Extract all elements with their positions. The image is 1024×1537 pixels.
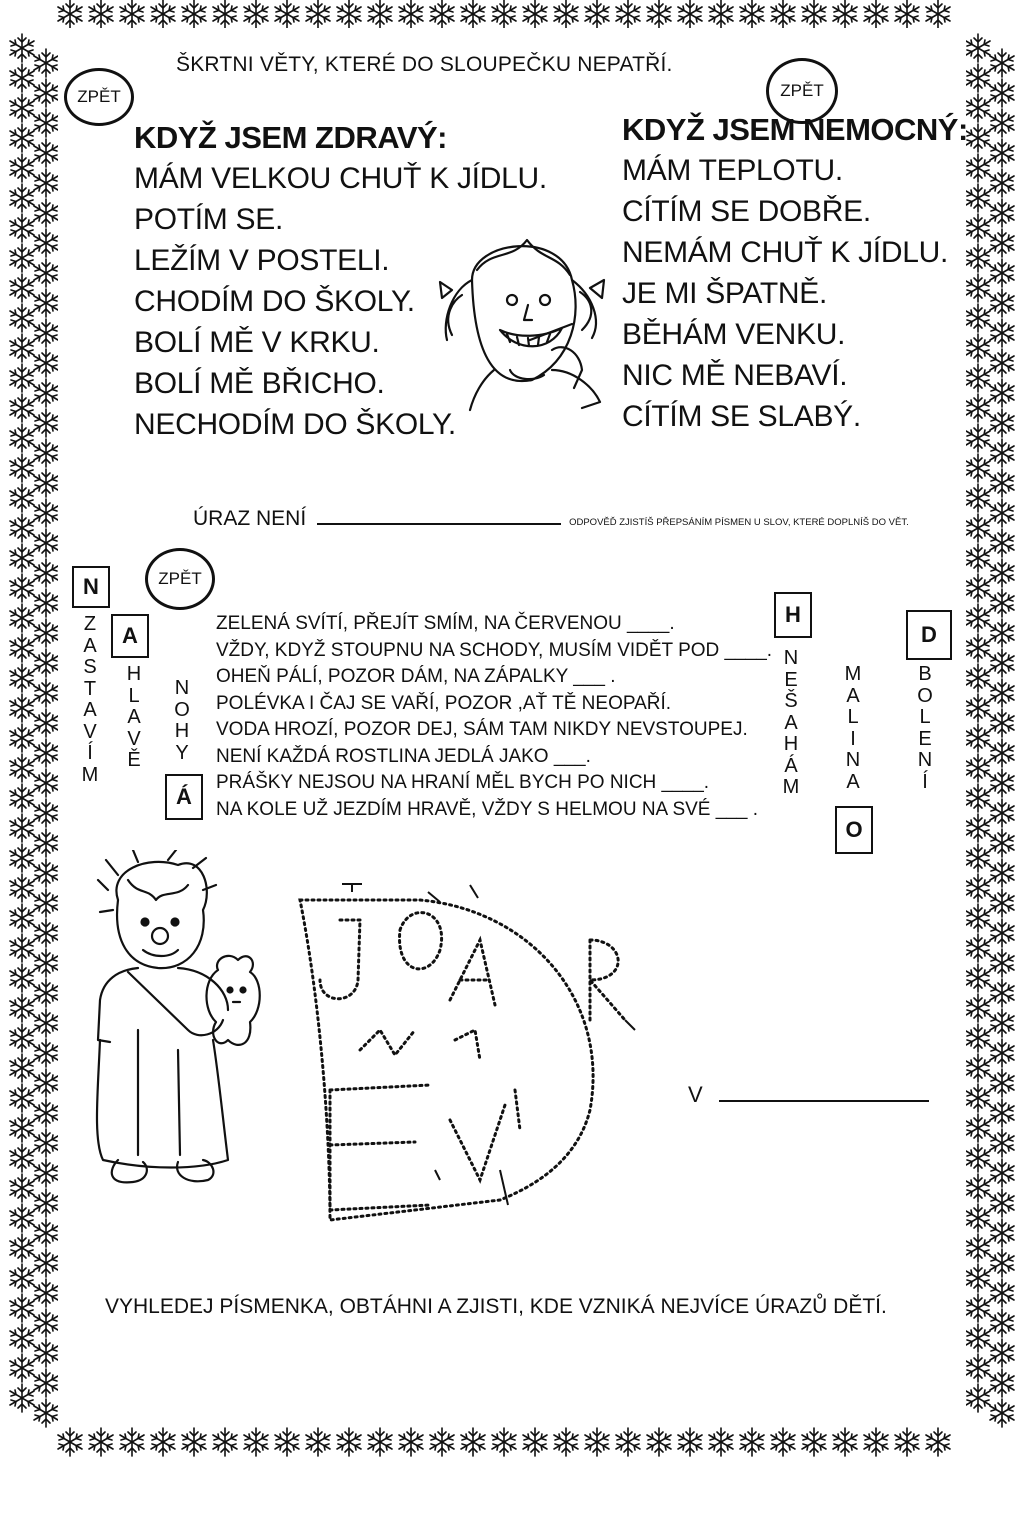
vertical-letter: Z — [83, 613, 97, 635]
sentence: NENÍ KAŽDÁ ROSTLINA JEDLÁ JAKO ___. — [216, 745, 591, 767]
answer-field[interactable] — [719, 1100, 929, 1102]
vertical-word-boleni — [913, 664, 937, 793]
vertical-letter: S — [83, 656, 97, 678]
healthy-item[interactable]: MÁM VELKOU CHUŤ K JÍDLU. — [134, 162, 547, 195]
healthy-item[interactable]: NECHODÍM DO ŠKOLY. — [134, 408, 456, 441]
sick-item[interactable]: CÍTÍM SE SLABÝ. — [622, 400, 861, 433]
healthy-item[interactable]: POTÍM SE. — [134, 203, 283, 236]
vertical-letter: Š — [784, 690, 798, 712]
sentence: VODA HROZÍ, POZOR DEJ, SÁM TAM NIKDY NEVSTOUPEJ. — [216, 719, 748, 740]
back-button-middle[interactable]: ZPĚT — [145, 548, 215, 610]
letter-box-nohy: Á — [165, 774, 203, 820]
vertical-letter: M — [782, 776, 800, 798]
vertical-letter: V — [83, 720, 97, 743]
sentence: VŽDY, KDYŽ STOUPNU NA SCHODY, MUSÍM VIDĚT POD ____. — [216, 639, 773, 661]
vertical-letter: H — [783, 733, 799, 755]
vertical-letter: O — [917, 684, 933, 707]
vertical-letter: H — [174, 720, 190, 742]
vertical-letter: Í — [922, 770, 928, 793]
vertical-letter: L — [128, 684, 140, 707]
sick-column — [622, 112, 968, 437]
injury-label: ÚRAZ NENÍ — [193, 507, 307, 530]
vertical-letter: O — [174, 698, 190, 721]
letter-box-boleni: D — [906, 610, 952, 660]
dotted-letter-puzzle — [290, 880, 650, 1240]
vertical-letter: E — [784, 668, 798, 691]
bottom-instruction: VYHLEDEJ PÍSMENKA, OBTÁHNI A ZJISTI, KDE VZNIKÁ NEJVÍCE ÚRAZŮ DĚTÍ. — [105, 1295, 887, 1318]
vertical-letter: Í — [87, 742, 93, 764]
vertical-word-nesaham — [779, 648, 803, 799]
vertical-letter: E — [918, 727, 932, 750]
vertical-letter: A — [784, 711, 798, 734]
vertical-letter: V — [127, 727, 141, 750]
vertical-letter: Y — [175, 741, 189, 764]
sick-item[interactable]: JE MI ŠPATNĚ. — [622, 277, 828, 310]
vertical-letter: H — [126, 663, 142, 685]
vertical-letter: M — [81, 763, 99, 786]
sentence: POLÉVKA I ČAJ SE VAŘÍ, POZOR ,AŤ TĚ NEOPAŘÍ. — [216, 692, 672, 714]
answer-prefix: V — [688, 1082, 703, 1107]
sick-item[interactable]: MÁM TEPLOTU. — [622, 154, 843, 187]
sentence: PRÁŠKY NEJSOU NA HRANÍ MĚL BYCH PO NICH ____. — [216, 772, 710, 793]
sick-item[interactable]: NIC MĚ NEBAVÍ. — [622, 359, 848, 392]
letter-box-malina: O — [835, 806, 873, 854]
vertical-word-malina — [841, 664, 865, 793]
back-button-right[interactable]: ZPĚT — [766, 58, 838, 124]
injury-hint: ODPOVĚĎ ZJISTÍŠ PŘEPSÁNÍM PÍSMEN U SLOV, KTERÉ DOPLNÍŠ DO VĚT. — [569, 517, 909, 528]
vertical-letter: N — [917, 749, 933, 771]
back-button-left[interactable]: ZPĚT — [64, 68, 134, 126]
injured-boy-illustration — [78, 850, 278, 1190]
sentence: OHEŇ PÁLÍ, POZOR DÁM, NA ZÁPALKY ___ . — [216, 666, 616, 687]
vertical-letter: I — [850, 727, 856, 750]
healthy-item[interactable]: BOLÍ MĚ BŘICHO. — [134, 367, 385, 400]
top-instruction: ŠKRTNI VĚTY, KTERÉ DO SLOUPEČKU NEPATŘÍ. — [176, 53, 673, 76]
vertical-letter: A — [83, 699, 97, 721]
vertical-letter: B — [918, 663, 932, 685]
vertical-letter: M — [844, 663, 862, 685]
vertical-letter: A — [846, 770, 860, 793]
vertical-letter: A — [846, 684, 860, 707]
injury-line — [193, 507, 909, 531]
vertical-letter: L — [847, 706, 859, 728]
healthy-item[interactable]: BOLÍ MĚ V KRKU. — [134, 326, 380, 359]
sentence: ZELENÁ SVÍTÍ, PŘEJÍT SMÍM, NA ČERVENOU ____. — [216, 613, 675, 634]
sick-item[interactable]: BĚHÁM VENKU. — [622, 318, 846, 351]
letter-box-hlave: A — [111, 614, 149, 658]
sick-item[interactable]: CÍTÍM SE DOBŘE. — [622, 195, 871, 228]
vertical-letter: A — [127, 706, 141, 728]
vertical-letter: L — [919, 706, 931, 728]
vertical-word-hlave — [122, 664, 146, 772]
healthy-heading: KDYŽ JSEM ZDRAVÝ: — [134, 120, 448, 155]
sick-girl-illustration — [432, 220, 612, 430]
vertical-letter: N — [783, 647, 799, 669]
sentence: NA KOLE UŽ JEZDÍM HRAVĚ, VŽDY S HELMOU NA SVÉ ___ . — [216, 798, 759, 820]
vertical-letter: Á — [784, 754, 798, 777]
vertical-word-nohy — [170, 678, 194, 764]
letter-box-nesaham: H — [774, 592, 812, 638]
answer-line — [688, 1082, 929, 1108]
injury-answer-field[interactable] — [317, 523, 561, 525]
vertical-letter: N — [174, 677, 190, 699]
vertical-letter: A — [83, 634, 97, 657]
vertical-letter: N — [845, 749, 861, 771]
letter-box-zastavim: N — [72, 566, 110, 608]
healthy-item[interactable]: LEŽÍM V POSTELI. — [134, 244, 390, 277]
sick-item[interactable]: NEMÁM CHUŤ K JÍDLU. — [622, 236, 948, 269]
vertical-letter: Ě — [127, 749, 141, 771]
vertical-word-zastavim — [78, 614, 102, 786]
vertical-letter: T — [83, 677, 97, 700]
healthy-item[interactable]: CHODÍM DO ŠKOLY. — [134, 285, 415, 318]
sick-heading: KDYŽ JSEM NEMOCNÝ: — [622, 112, 968, 147]
fill-in-sentences — [216, 611, 772, 823]
